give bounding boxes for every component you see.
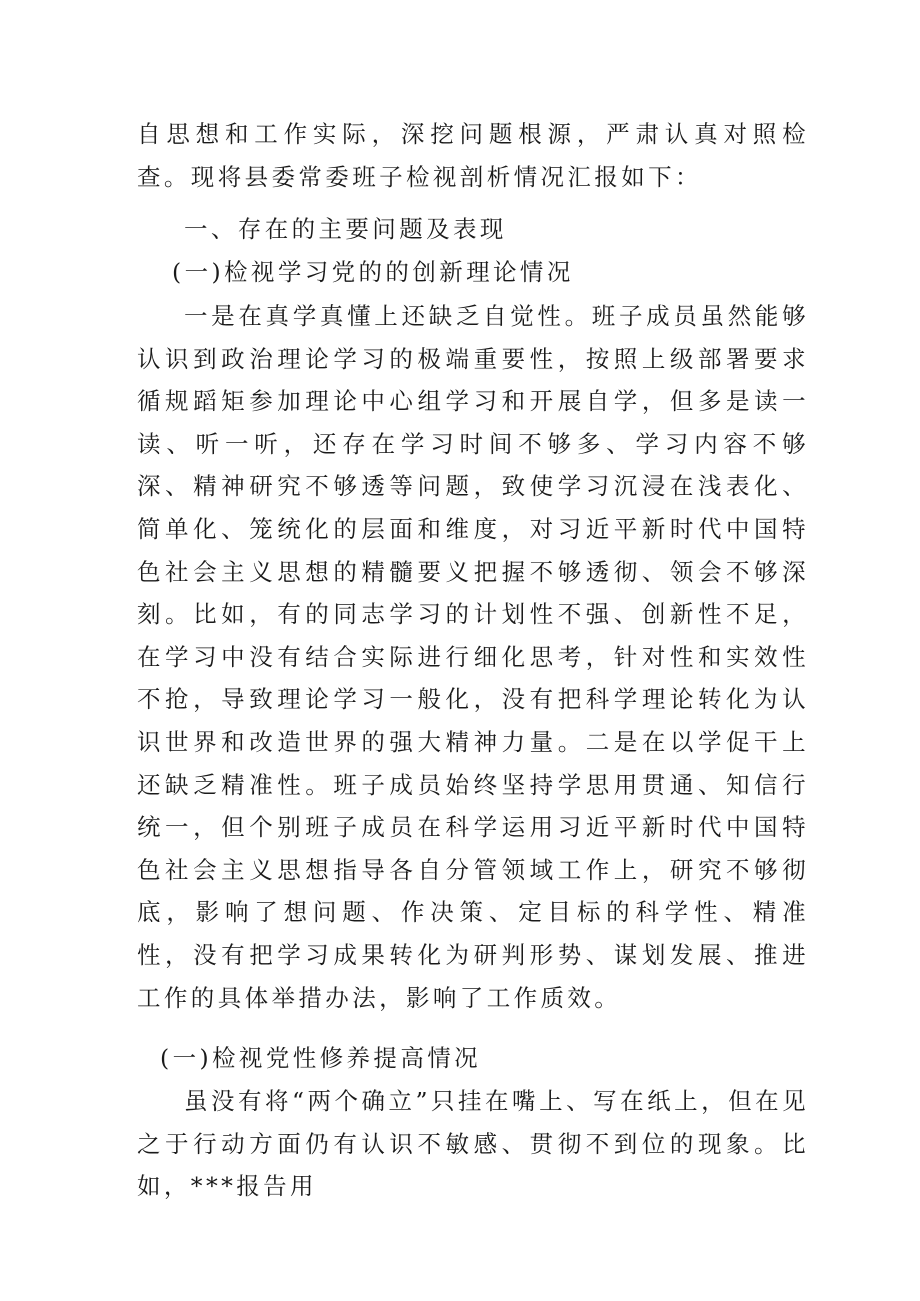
subsection-2-heading: (一)检视党性修养提高情况 [160, 1044, 482, 1072]
intro-paragraph: 自思想和工作实际，深挖问题根源，严肃认真对照检查。现将县委常委班子检视剖析情况汇报如下： [137, 120, 809, 191]
subsection-1-heading: (一)检视学习党的的创新理论情况 [172, 258, 574, 286]
subsection-2-body: 虽没有将“两个确立”只挂在嘴上、写在纸上，但在见之于行动方面仍有认识不敏感、贯彻不到位的现象。比如，***报告用 [137, 1087, 809, 1201]
section-heading: 一、存在的主要问题及表现 [184, 215, 507, 243]
subsection-1-body: 一是在真学真懂上还缺乏自觉性。班子成员虽然能够认识到政治理论学习的极端重要性，按照上级部署要求循规蹈矩参加理论中心组学习和开展自学，但多是读一读、听一听，还存在学习时间不够多、学习内容不够深、精神研究不够透等问题，致使学习沉浸在浅表化、简单化、笼统化的层面和维度，对习近平新时代中国特色社会主义思想的精髓要义把握不够透彻、领会不够深刻。比如，有的同志学习的计划性不强、创新性不足，在学习中没有结合实际进行细化思考，针对性和实效性不抢，导致理论学习一般化，没有把科学理论转化为认识世界和改造世界的强大精神力量。二是在以学促干上还缺乏精准性。班子成员始终坚持学思用贯通、知信行统一，但个别班子成员在科学运用习近平新时代中国特色社会主义思想指导各自分管领域工作上，研究不够彻底，影响了想问题、作决策、定目标的科学性、精准性，没有把学习成果转化为研判形势、谋划发展、推进工作的具体举措办法，影响了工作质效。 [137, 302, 809, 1012]
